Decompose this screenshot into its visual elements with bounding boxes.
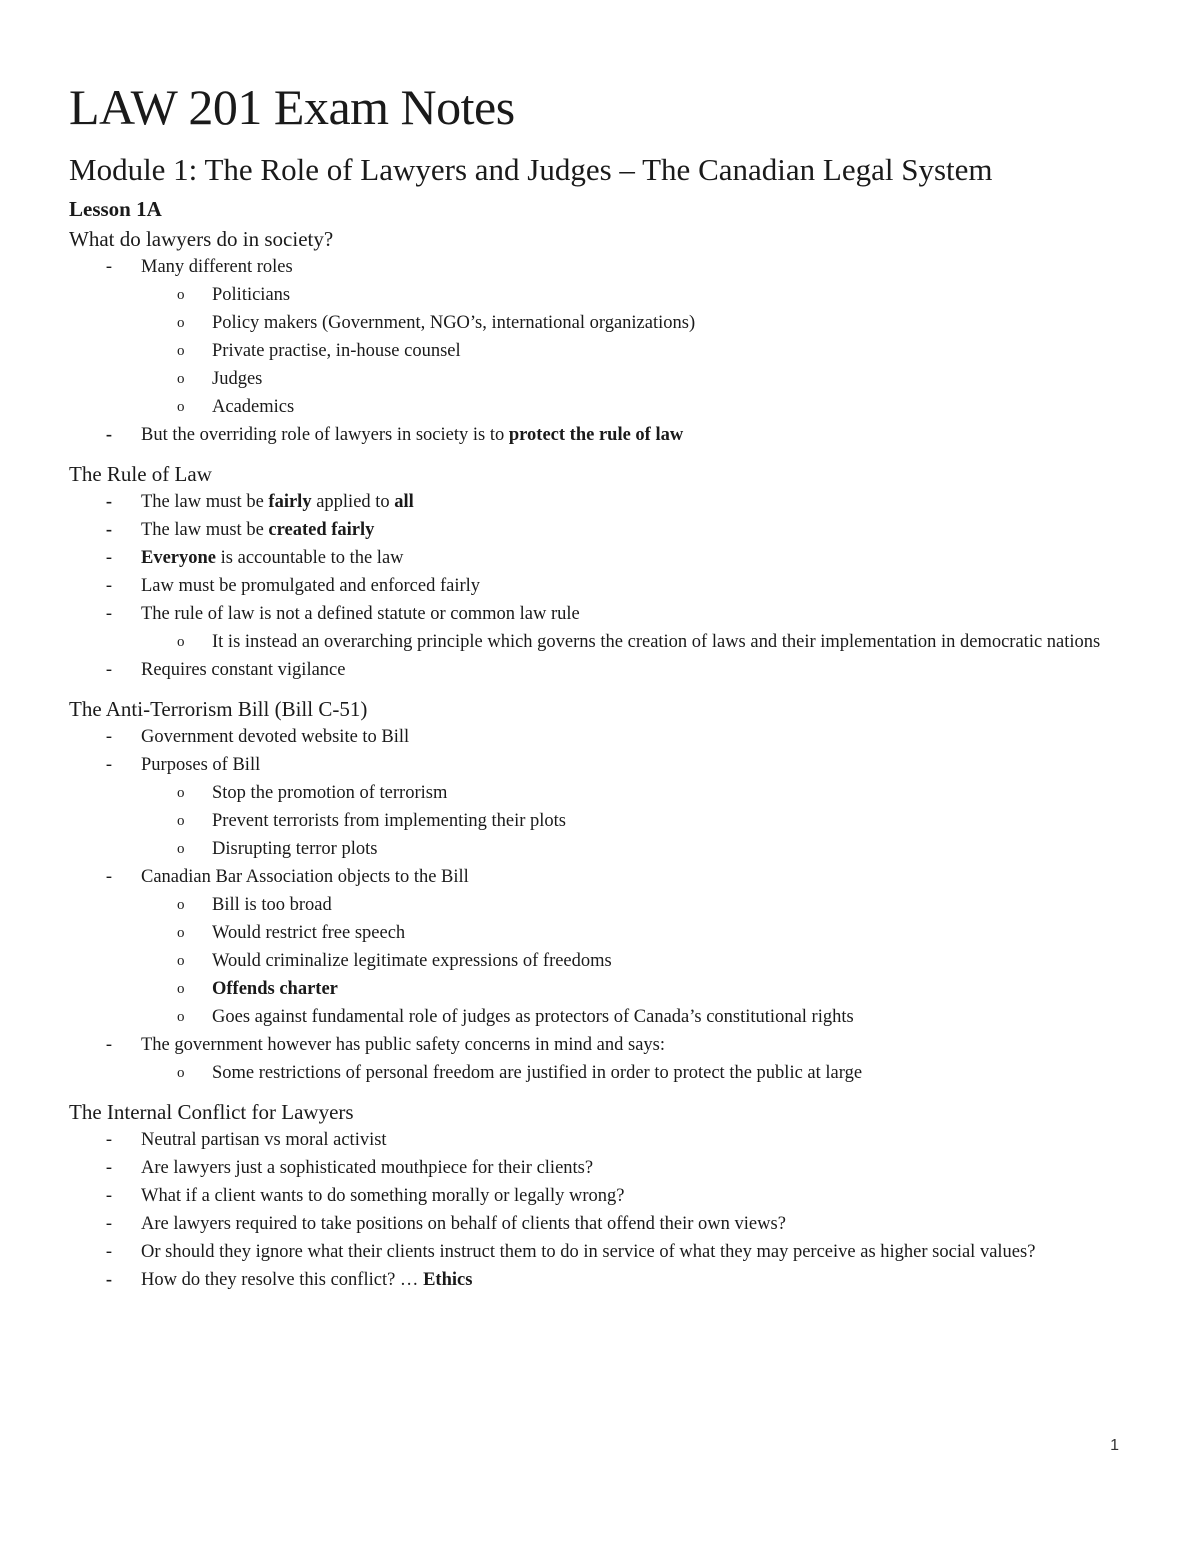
sub-list-item-text: Academics	[212, 397, 295, 417]
sub-marker: o	[177, 1009, 185, 1025]
list-item-text: Are lawyers just a sophisticated mouthpiece for their clients?	[141, 1158, 594, 1178]
sub-list-item-text: Disrupting terror plots	[212, 839, 378, 859]
dash-marker: -	[105, 492, 113, 512]
list-item	[69, 253, 1129, 421]
sub-list-item-text: Some restrictions of personal freedom are justified in order to protect the public at large	[212, 1063, 863, 1083]
sub-list-item	[141, 919, 1129, 947]
sub-marker: o	[177, 925, 185, 941]
sub-marker: o	[177, 785, 185, 801]
section-heading-rule-of-law: The Rule of Law	[69, 462, 212, 486]
sub-list-item-text: Would restrict free speech	[212, 923, 406, 943]
sub-marker: o	[177, 813, 185, 829]
list-item	[69, 656, 1129, 684]
sub-list-item-text: Bill is too broad	[212, 895, 332, 915]
dash-marker: -	[105, 520, 113, 540]
list-item-text: Requires constant vigilance	[141, 660, 346, 680]
rule-of-law-sublist	[141, 628, 1129, 656]
rule-of-law-list	[69, 488, 1129, 684]
list-item-text: The rule of law is not a defined statute or common law rule	[141, 604, 580, 624]
bold-text: all	[394, 492, 414, 512]
sub-marker: o	[177, 343, 185, 359]
sub-list-item-text: Judges	[212, 369, 263, 389]
sub-list-item	[141, 628, 1129, 656]
bold-text: protect the rule of law	[508, 425, 684, 445]
sub-list-item	[141, 337, 1129, 365]
list-item	[69, 421, 1129, 449]
list-item	[69, 1126, 1129, 1154]
sub-marker: o	[177, 287, 185, 303]
module-heading: Module 1: The Role of Lawyers and Judges – The Canadian Legal System	[69, 152, 993, 187]
dash-marker: -	[105, 727, 113, 747]
sub-list-item-text: Politicians	[212, 285, 291, 305]
list-item	[69, 1210, 1129, 1238]
government-sublist	[141, 1059, 1129, 1087]
dash-marker: -	[105, 604, 113, 624]
list-item-text: Law must be promulgated and enforced fairly	[141, 576, 481, 596]
document-title: LAW 201 Exam Notes	[69, 79, 515, 135]
purposes-sublist	[141, 779, 1129, 863]
sub-list-item	[141, 1059, 1129, 1087]
dash-marker: -	[105, 1130, 113, 1150]
dash-marker: -	[105, 1242, 113, 1262]
list-item	[69, 1266, 1129, 1294]
sub-list-item	[141, 393, 1129, 421]
list-item	[69, 488, 1129, 516]
anti-terrorism-list	[69, 723, 1129, 1087]
dash-marker: -	[105, 1035, 113, 1055]
dash-marker: -	[105, 576, 113, 596]
sub-list-item-text: Would criminalize legitimate expressions of freedoms	[212, 951, 612, 971]
list-item	[69, 751, 1129, 863]
text-run: is accountable to the law	[216, 548, 404, 568]
text-run: But the overriding role of lawyers in society is to	[141, 425, 509, 445]
list-item-text: Or should they ignore what their clients instruct them to do in service of what they may perceive as higher social values?	[141, 1242, 1036, 1262]
list-item-text: What if a client wants to do something morally or legally wrong?	[141, 1186, 625, 1206]
internal-conflict-list	[69, 1126, 1129, 1294]
sub-marker: o	[177, 1065, 185, 1081]
section-heading-internal-conflict: The Internal Conflict for Lawyers	[69, 1100, 354, 1124]
list-item-text: The government however has public safety concerns in mind and says:	[141, 1035, 666, 1055]
list-item	[69, 544, 1129, 572]
sub-list-item	[141, 1003, 1129, 1031]
sub-marker: o	[177, 399, 185, 415]
sub-list-item-text: Prevent terrorists from implementing their plots	[212, 811, 567, 831]
bold-text: Everyone	[141, 548, 217, 568]
list-item-text	[141, 492, 414, 512]
list-item	[69, 1031, 1129, 1087]
sub-list-item	[141, 891, 1129, 919]
list-item	[69, 1182, 1129, 1210]
sub-list-item	[141, 365, 1129, 393]
dash-marker: -	[105, 1214, 113, 1234]
dash-marker: -	[105, 1186, 113, 1206]
sub-list-item-text: Policy makers (Government, NGO’s, international organizations)	[212, 313, 696, 333]
bold-text: fairly	[268, 492, 312, 512]
bold-text: created fairly	[268, 520, 375, 540]
list-item	[69, 572, 1129, 600]
text-run: How do they resolve this conflict? …	[141, 1270, 424, 1290]
list-item-text	[141, 520, 374, 540]
list-item-text: Canadian Bar Association objects to the Bill	[141, 867, 469, 887]
document-page	[69, 78, 1129, 1294]
list-item-text: Many different roles	[141, 257, 293, 277]
sub-list-item	[141, 807, 1129, 835]
list-item	[69, 516, 1129, 544]
list-item-text: Purposes of Bill	[141, 755, 261, 775]
list-item-text	[141, 1270, 472, 1290]
sub-list-item-text: Goes against fundamental role of judges as protectors of Canada’s constitutional rights	[212, 1007, 854, 1027]
dash-marker: -	[105, 1158, 113, 1178]
sub-list-item-text: It is instead an overarching principle which governs the creation of laws and their implementation in democratic nations	[212, 632, 1101, 652]
lawyer-roles-list	[69, 253, 1129, 449]
list-item-text	[141, 425, 683, 445]
sub-list-item	[141, 975, 1129, 1003]
sub-marker: o	[177, 981, 185, 997]
sub-list-item	[141, 309, 1129, 337]
sub-marker: o	[177, 315, 185, 331]
sub-list-item-text-bold: Offends charter	[212, 979, 338, 999]
objections-sublist	[141, 891, 1129, 1031]
list-item	[69, 600, 1129, 656]
sub-list-item	[141, 779, 1129, 807]
list-item	[69, 1238, 1129, 1266]
roles-sublist	[141, 281, 1129, 421]
lesson-heading: Lesson 1A	[69, 197, 162, 221]
sub-marker: o	[177, 841, 185, 857]
dash-marker: -	[105, 257, 113, 277]
text-run: The law must be	[141, 520, 269, 540]
sub-list-item	[141, 281, 1129, 309]
list-item-text: Government devoted website to Bill	[141, 727, 410, 747]
text-run: applied to	[311, 492, 395, 512]
list-item	[69, 723, 1129, 751]
sub-list-item	[141, 835, 1129, 863]
sub-marker: o	[177, 897, 185, 913]
list-item	[69, 863, 1129, 1031]
bold-text: Ethics	[423, 1270, 473, 1290]
list-item-text	[141, 548, 404, 568]
list-item-text: Neutral partisan vs moral activist	[141, 1130, 387, 1150]
list-item	[69, 1154, 1129, 1182]
dash-marker: -	[105, 1270, 113, 1290]
question-heading: What do lawyers do in society?	[69, 227, 334, 251]
dash-marker: -	[105, 425, 113, 445]
dash-marker: -	[105, 548, 113, 568]
list-item-text: Are lawyers required to take positions on behalf of clients that offend their own views?	[141, 1214, 786, 1234]
sub-marker: o	[177, 953, 185, 969]
dash-marker: -	[105, 660, 113, 680]
sub-list-item-text: Stop the promotion of terrorism	[212, 783, 448, 803]
sub-marker: o	[177, 371, 185, 387]
dash-marker: -	[105, 755, 113, 775]
text-run: The law must be	[141, 492, 269, 512]
sub-marker: o	[177, 634, 185, 650]
sub-list-item-text: Private practise, in-house counsel	[212, 341, 461, 361]
section-heading-anti-terrorism: The Anti-Terrorism Bill (Bill C-51)	[69, 697, 368, 721]
page-number: 1	[1110, 1437, 1119, 1454]
sub-list-item	[141, 947, 1129, 975]
dash-marker: -	[105, 867, 113, 887]
